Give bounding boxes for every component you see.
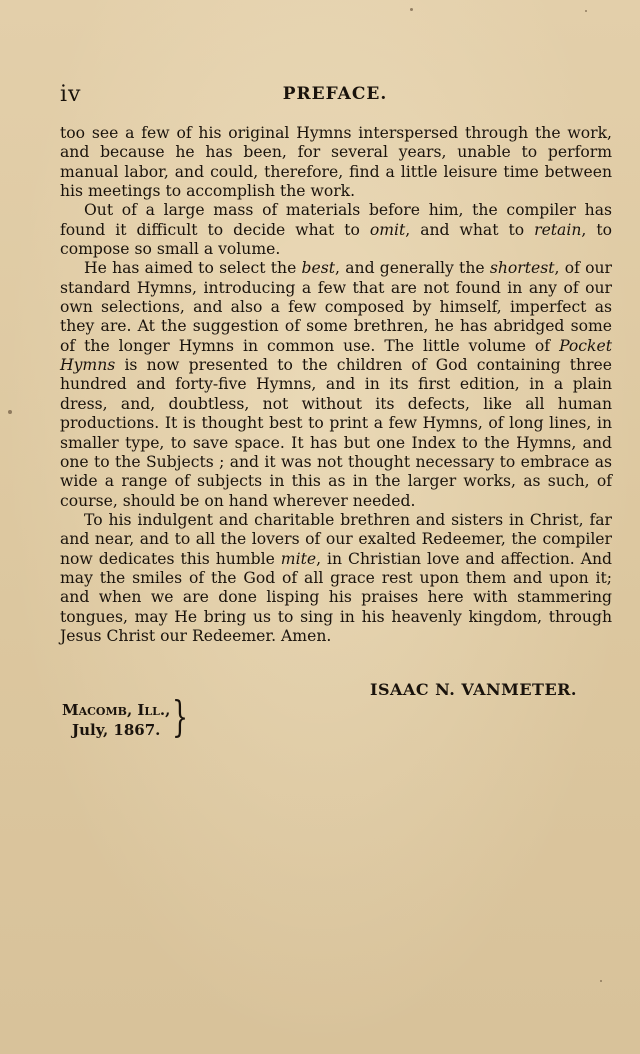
paragraph-3-italic-shortest: shortest [489,259,555,278]
page-number: iv [60,82,82,107]
paragraph-1-text: too see a few of his original Hymns interspersed through the work, and because he has been, for several years, unable to perform manual labor, and could, therefore, find a little leisure time between his meetings to accomplish the work. [60,124,612,201]
paragraph-3-text-b: , and generally the [335,259,490,278]
paragraph-4-text-a: To his indulgent and charitable brethren and sisters in Christ, far and near, and to all the lovers of our exalted Redeemer, the compiler now dedicates this humble [60,510,612,568]
paper-speck [600,980,602,982]
paragraph-4-italic-mite: mite [280,549,317,568]
paragraph-3-italic-best: best [301,259,336,278]
paragraph-2 [60,201,612,259]
dateline [62,700,170,740]
paragraph-3-italic-pocket-hymns: Pocket Hymns [60,336,612,375]
paragraph-3-text-d: is now presented to the children of God containing three hundred and forty-five Hymns, and in its first edition, in a plain dress, and, doubtless, not without its defects, like all human productions. It is thought best to print a few Hymns, of long lines, in smaller type, to save space. It has but one Index to the Hymns, and one to the Subjects ; and it was not thought necessary to embrace as wide a range of subjects in this as in the larger works, as such, of course, should be on hand wherever needed. [60,356,612,510]
paper-speck [8,410,12,414]
paragraph-3-text-a: He has aimed to select the [84,259,302,278]
paragraph-2-text-a: Out of a large mass of materials before him, the compiler has found it difficult to decide what to [60,201,612,239]
paragraph-4-text-b: , in Christian love and affection. And may the smiles of the God of all grace rest upon them and upon it; and when we are done lisping his praises here with stammering tongues, may He bring us to sing in his heavenly kingdom, through Jesus Christ our Redeemer. Amen. [60,549,612,645]
paragraph-3-text-c: , of our standard Hymns, introducing a few that are not found in any of our own selections, and also a few composed by himself, imperfect as they are. At the suggestion of some brethren, he has abridged some of the longer Hymns in common use. The little volume of [60,259,612,355]
paragraph-2-text-b: , and what to [405,220,535,239]
paper-speck [585,10,587,12]
dateline-place: Macomb, Ill., [62,701,171,719]
paragraph-3 [60,259,612,510]
author-signature: ISAAC N. VANMETER. [370,680,577,699]
dateline-date: July, 1867. [72,721,161,739]
paragraph-4 [60,511,612,646]
paragraph-2-italic-omit: omit [369,220,406,239]
paragraph-2-italic-retain: retain [534,220,582,239]
paragraph-1 [60,124,612,201]
brace-glyph: } [172,692,189,741]
paragraph-2-text-c: , to compose so small a volume. [60,220,612,259]
paper-speck [410,8,413,11]
preface-body [60,124,612,646]
page-title: PREFACE. [282,84,388,104]
